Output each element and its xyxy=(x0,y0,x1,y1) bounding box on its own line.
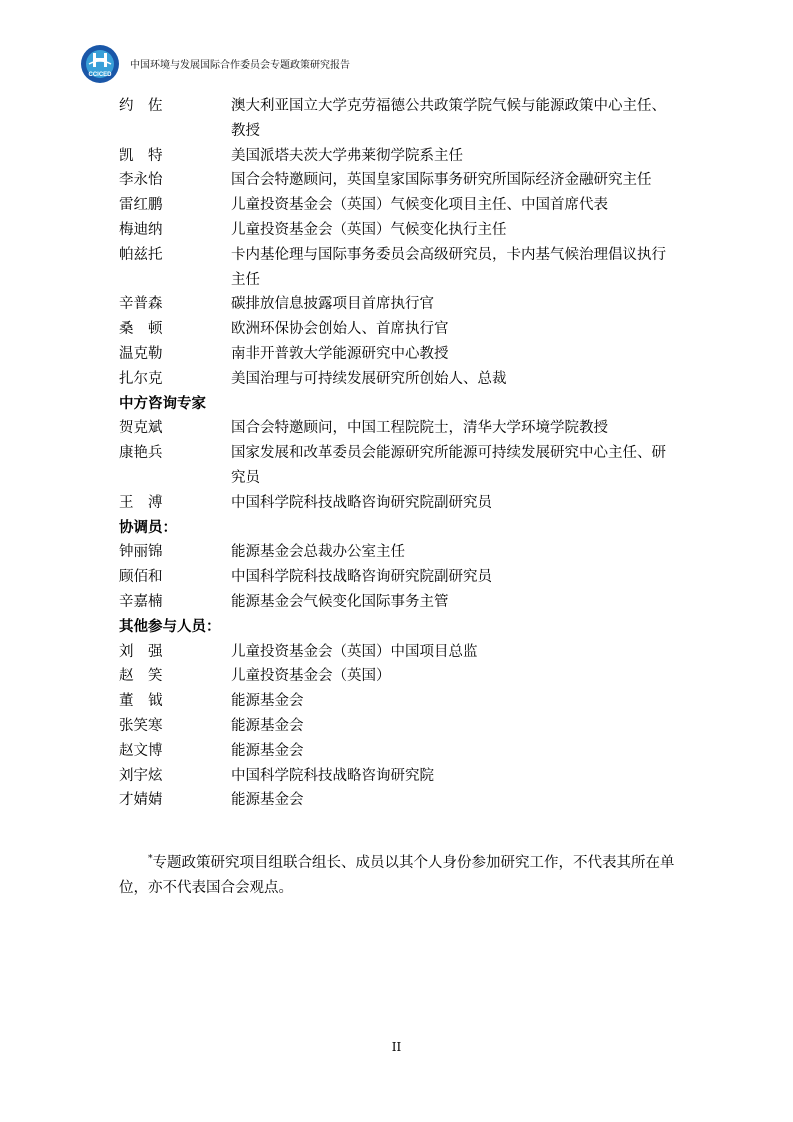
member-row xyxy=(119,788,679,813)
member-role: 能源基金会 xyxy=(231,693,304,710)
member-role: 南非开普敦大学能源研究中心教授 xyxy=(231,345,449,362)
member-name: 辛嘉楠 xyxy=(119,593,163,610)
member-role: 儿童投资基金会（英国）气候变化项目主任、中国首席代表 xyxy=(231,197,608,214)
member-row xyxy=(119,441,679,491)
member-name: 钟丽锦 xyxy=(119,544,163,561)
member-role: 国合会特邀顾问，中国工程院院士，清华大学环境学院教授 xyxy=(231,420,608,437)
member-role: 碳排放信息披露项目首席执行官 xyxy=(231,296,434,313)
member-row xyxy=(119,764,679,789)
member-row xyxy=(119,565,679,590)
member-role: 卡内基伦理与国际事务委员会高级研究员，卡内基气候治理倡议执行主任 xyxy=(231,246,666,288)
member-name: 扎尔克 xyxy=(119,370,163,387)
member-name: 贺克斌 xyxy=(119,420,163,437)
header-title: 中国环境与发展国际合作委员会专题政策研究报告 xyxy=(130,60,350,71)
member-name: 刘 强 xyxy=(119,643,163,660)
member-role: 国合会特邀顾问，英国皇家国际事务研究所国际经济金融研究主任 xyxy=(231,172,652,189)
member-name: 梅迪纳 xyxy=(119,221,163,238)
member-row xyxy=(119,689,679,714)
member-row xyxy=(119,218,679,243)
member-row xyxy=(119,491,679,516)
member-name: 顾佰和 xyxy=(119,569,163,586)
footnote-text: 专题政策研究项目组联合组长、成员以其个人身份参加研究工作，不代表其所在单位，亦不代表国合会观点。 xyxy=(119,855,675,896)
member-name: 帕兹托 xyxy=(119,246,163,263)
member-role: 儿童投资基金会（英国）中国项目总监 xyxy=(231,643,478,660)
member-list xyxy=(119,94,679,813)
footnote-marker: * xyxy=(148,854,153,864)
member-role: 国家发展和改革委员会能源研究所能源可持续发展研究中心主任、研究员 xyxy=(231,445,666,486)
member-role: 能源基金会 xyxy=(231,742,304,759)
member-name: 董 钺 xyxy=(119,693,163,710)
member-role: 儿童投资基金会（英国） xyxy=(231,668,391,685)
page-number: II xyxy=(391,1040,402,1054)
member-row xyxy=(119,540,679,565)
member-row xyxy=(119,664,679,689)
member-name: 约 佐 xyxy=(119,98,163,114)
member-row xyxy=(119,243,679,293)
member-role: 中国科学院科技战略咨询研究院副研究员 xyxy=(231,494,492,511)
member-row xyxy=(119,342,679,367)
member-name: 雷红鹏 xyxy=(119,197,163,214)
section-heading: 协调员： xyxy=(119,519,177,536)
footnote xyxy=(119,847,675,901)
section-heading: 中方咨询专家 xyxy=(119,395,206,412)
cciced-logo-icon xyxy=(80,44,120,84)
member-name: 刘宇炫 xyxy=(119,767,163,784)
member-name: 温克勒 xyxy=(119,345,163,362)
member-role: 美国派塔夫茨大学弗莱彻学院系主任 xyxy=(231,147,463,164)
member-name: 王 溥 xyxy=(119,494,163,511)
member-row xyxy=(119,292,679,317)
member-role: 美国治理与可持续发展研究所创始人、总裁 xyxy=(231,370,507,387)
member-role: 中国科学院科技战略咨询研究院副研究员 xyxy=(231,569,492,586)
member-role: 欧洲环保协会创始人、首席执行官 xyxy=(231,321,449,338)
member-row xyxy=(119,416,679,441)
member-row xyxy=(119,367,679,392)
member-name: 桑 顿 xyxy=(119,321,163,338)
member-row xyxy=(119,193,679,218)
section-heading: 其他参与人员： xyxy=(119,618,221,635)
member-name: 康艳兵 xyxy=(119,445,163,462)
member-name: 凯 特 xyxy=(119,147,163,164)
member-role: 能源基金会总裁办公室主任 xyxy=(231,544,405,561)
logo-text: CCICED xyxy=(88,72,112,78)
member-role: 能源基金会 xyxy=(231,792,304,809)
member-row xyxy=(119,640,679,665)
member-name: 张笑寒 xyxy=(119,717,163,734)
member-name: 李永怡 xyxy=(119,172,163,189)
member-role: 中国科学院科技战略咨询研究院 xyxy=(231,767,434,784)
member-row xyxy=(119,590,679,615)
member-row xyxy=(119,94,679,144)
member-name: 辛普森 xyxy=(119,296,163,313)
member-row xyxy=(119,739,679,764)
member-name: 赵文博 xyxy=(119,742,163,759)
member-role: 能源基金会气候变化国际事务主管 xyxy=(231,593,449,610)
member-row xyxy=(119,714,679,739)
member-row xyxy=(119,168,679,193)
member-row xyxy=(119,144,679,169)
member-row xyxy=(119,317,679,342)
member-role: 能源基金会 xyxy=(231,717,304,734)
member-role: 澳大利亚国立大学克劳福德公共政策学院气候与能源政策中心主任、教授 xyxy=(231,98,666,139)
member-name: 赵 笑 xyxy=(119,668,163,685)
page-header xyxy=(80,44,680,84)
member-role: 儿童投资基金会（英国）气候变化执行主任 xyxy=(231,221,507,238)
member-name: 才婧婧 xyxy=(119,792,163,809)
